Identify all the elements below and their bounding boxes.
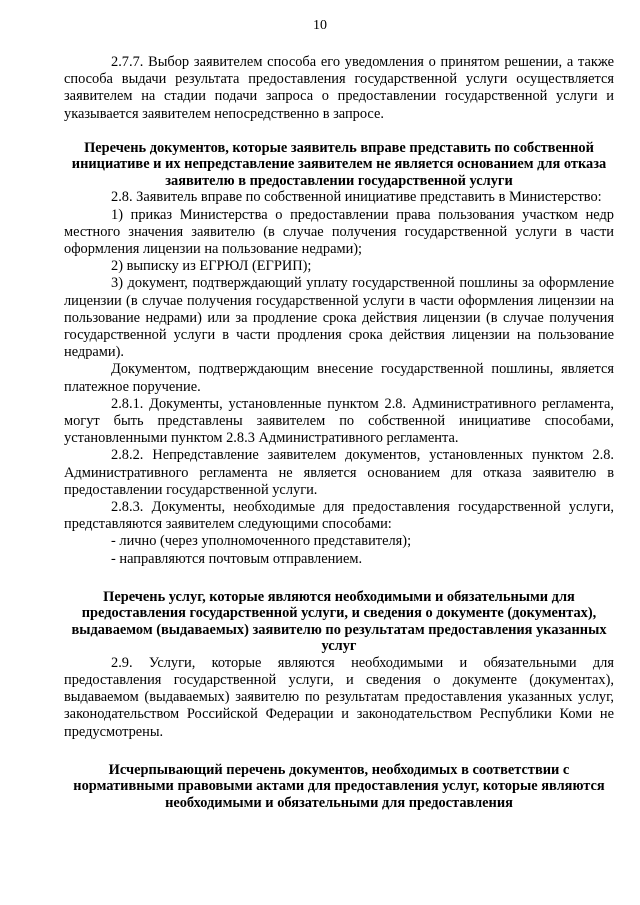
page-number: 10 xyxy=(313,18,327,33)
paragraph-2-9: 2.9. Услуги, которые являются необходимыми и обязательными для предоставления государственной услуги, и сведения о документе (документах), выдаваемом (выдаваемых) заявителю по результатам предоставления указанных услуг, законодательством Российской Федерации и законодательством Республики Коми не предусмотрены. xyxy=(64,654,614,740)
list-item: - направляются почтовым отправлением. xyxy=(111,550,363,567)
paragraph-2-8-1: 2.8.1. Документы, установленные пунктом 2.8. Административного регламента, могут быть представлены заявителем по собственной инициативе способами, установленными пунктом 2.8.3 Административного регламента. xyxy=(64,395,614,447)
paragraph-2-8: 2.8. Заявитель вправе по собственной инициативе представить в Министерство: xyxy=(111,189,602,206)
document-body xyxy=(64,54,614,811)
section-heading-optional-documents: Перечень документов, которые заявитель вправе представить по собственной инициативе и их непредставление заявителем не является основанием для отказа заявителю в предоставлении государственной услуги xyxy=(71,139,607,189)
section-heading-exhaustive-list: Исчерпывающий перечень документов, необходимых в соответствии с нормативными правовыми актами для предоставления услуг, которые являются необходимыми и обязательными для предоставления xyxy=(73,761,605,811)
paragraph-payment-document: Документом, подтверждающим внесение государственной пошлины, является платежное поручение. xyxy=(64,361,614,395)
list-item: 2) выписку из ЕГРЮЛ (ЕГРИП); xyxy=(111,258,312,275)
list-item: 1) приказ Министерства о предоставлении права пользования участком недр местного значения заявителю (в случае получения государственной услуги в части оформления лицензии на пользование недрами); xyxy=(64,206,614,257)
paragraph-2-8-2: 2.8.2. Непредставление заявителем документов, установленных пунктом 2.8. Административного регламента не является основанием для отказа заявителю в предоставлении государственной услуги. xyxy=(64,447,614,498)
paragraph-2-7-7: 2.7.7. Выбор заявителем способа его уведомления о принятом решении, а также способа выдачи результата предоставления государственной услуги осуществляется заявителем на стадии подачи запроса о предоставлении государственной услуги и указывается заявителем непосредственно в запросе. xyxy=(64,54,614,122)
list-item: - лично (через уполномоченного представителя); xyxy=(111,533,412,550)
list-item: 3) документ, подтверждающий уплату государственной пошлины за оформление лицензии (в случае получения государственной услуги в части оформления лицензии на пользование недрами) или за продление срока действия лицензии (в случае получения государственной услуги в части продления срока действия лицензии на пользование недрами). xyxy=(64,275,614,361)
paragraph-2-8-3: 2.8.3. Документы, необходимые для предоставления государственной услуги, представляются заявителем следующими способами: xyxy=(64,498,614,533)
section-heading-required-services: Перечень услуг, которые являются необходимыми и обязательными для предоставления государственной услуги, и сведения о документе (документах), выдаваемом (выдаваемых) заявителю по результатам предоставления указанных услуг xyxy=(71,588,607,655)
